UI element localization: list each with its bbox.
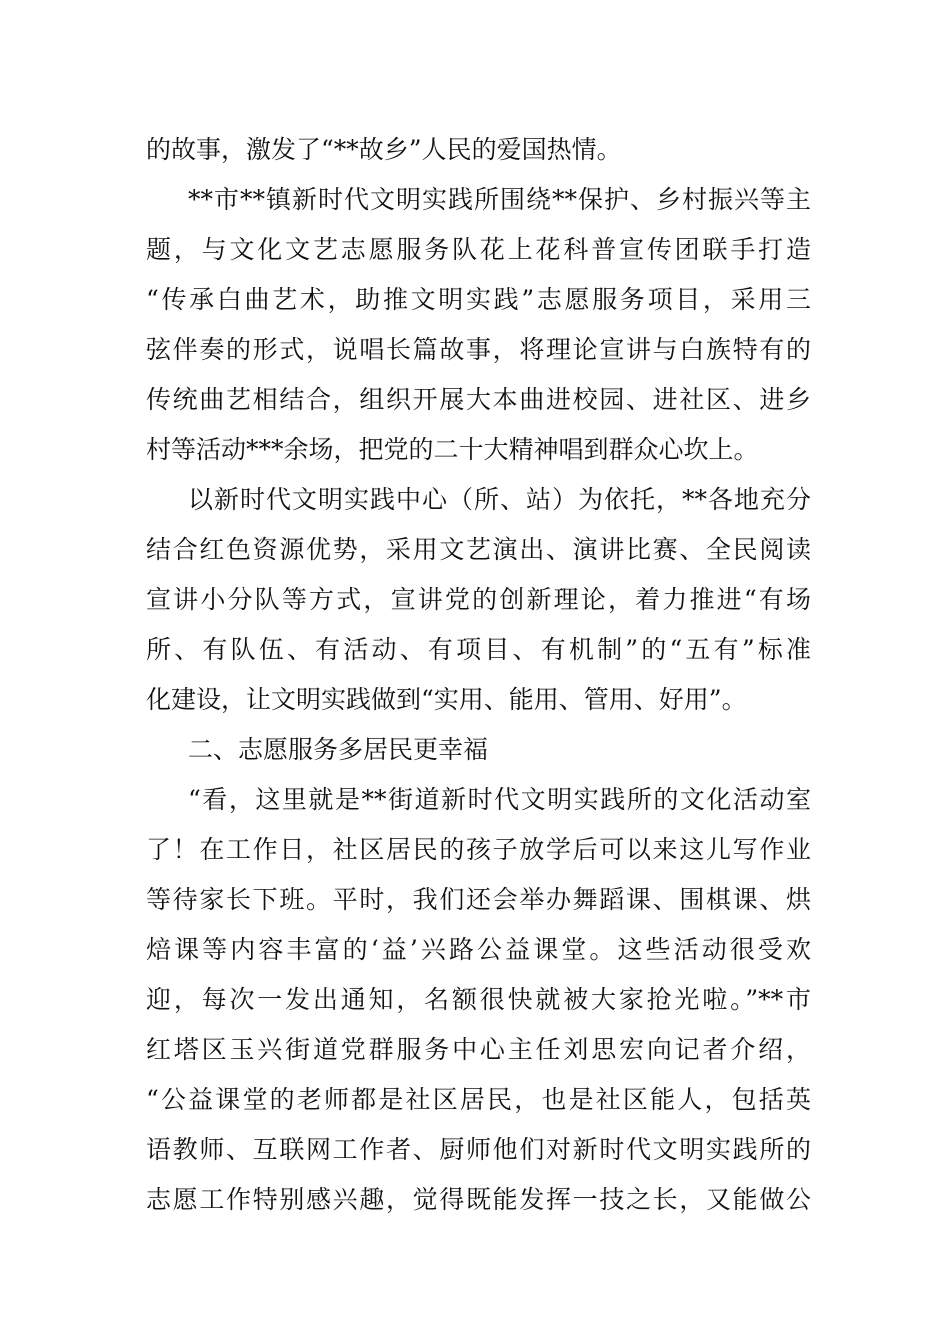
- paragraph-line: 志愿工作特别感兴趣，觉得既能发挥一技之长，又能做公: [146, 1185, 811, 1214]
- paragraph-line: 的故事，激发了“**故乡”人民的爱国热情。: [146, 135, 622, 164]
- paragraph-line: 传统曲艺相结合，组织开展大本曲进校园、进社区、进乡: [146, 385, 811, 414]
- paragraph-line: 了！在工作日，社区居民的孩子放学后可以来这儿写作业: [146, 835, 811, 864]
- paragraph-line: “传承白曲艺术，助推文明实践”志愿服务项目，采用三: [146, 285, 811, 314]
- paragraph-line: 结合红色资源优势，采用文艺演出、演讲比赛、全民阅读: [146, 535, 811, 564]
- paragraph-line: 红塔区玉兴街道党群服务中心主任刘思宏向记者介绍，: [146, 1035, 811, 1064]
- paragraph-line: “公益课堂的老师都是社区居民，也是社区能人，包括英: [146, 1085, 811, 1114]
- paragraph-line: 迎，每次一发出通知，名额很快就被大家抢光啦。”**市: [146, 985, 811, 1014]
- paragraph-line: 语教师、互联网工作者、厨师他们对新时代文明实践所的: [146, 1135, 811, 1164]
- paragraph-line: 宣讲小分队等方式，宣讲党的创新理论，着力推进“有场: [146, 585, 811, 614]
- paragraph-line: **市**镇新时代文明实践所围绕**保护、乡村振兴等主: [188, 185, 811, 214]
- paragraph-line: 题，与文化文艺志愿服务队花上花科普宣传团联手打造: [146, 235, 811, 264]
- paragraph-line: 化建设，让文明实践做到“实用、能用、管用、好用”。: [146, 685, 747, 714]
- paragraph-line: 等待家长下班。平时，我们还会举办舞蹈课、围棋课、烘: [146, 885, 811, 914]
- paragraph-line: “看，这里就是**街道新时代文明实践所的文化活动室: [188, 785, 811, 814]
- paragraph-line: 所、有队伍、有活动、有项目、有机制”的“五有”标准: [146, 635, 811, 664]
- paragraph-line: 焙课等内容丰富的‘益’兴路公益课堂。这些活动很受欢: [146, 935, 811, 964]
- section-heading: 二、志愿服务多居民更幸福: [188, 735, 489, 764]
- paragraph-line: 村等活动***余场，把党的二十大精神唱到群众心坎上。: [146, 435, 759, 464]
- paragraph-line: 弦伴奏的形式，说唱长篇故事，将理论宣讲与白族特有的: [146, 335, 811, 364]
- paragraph-line: 以新时代文明实践中心（所、站）为依托，**各地充分: [188, 485, 811, 514]
